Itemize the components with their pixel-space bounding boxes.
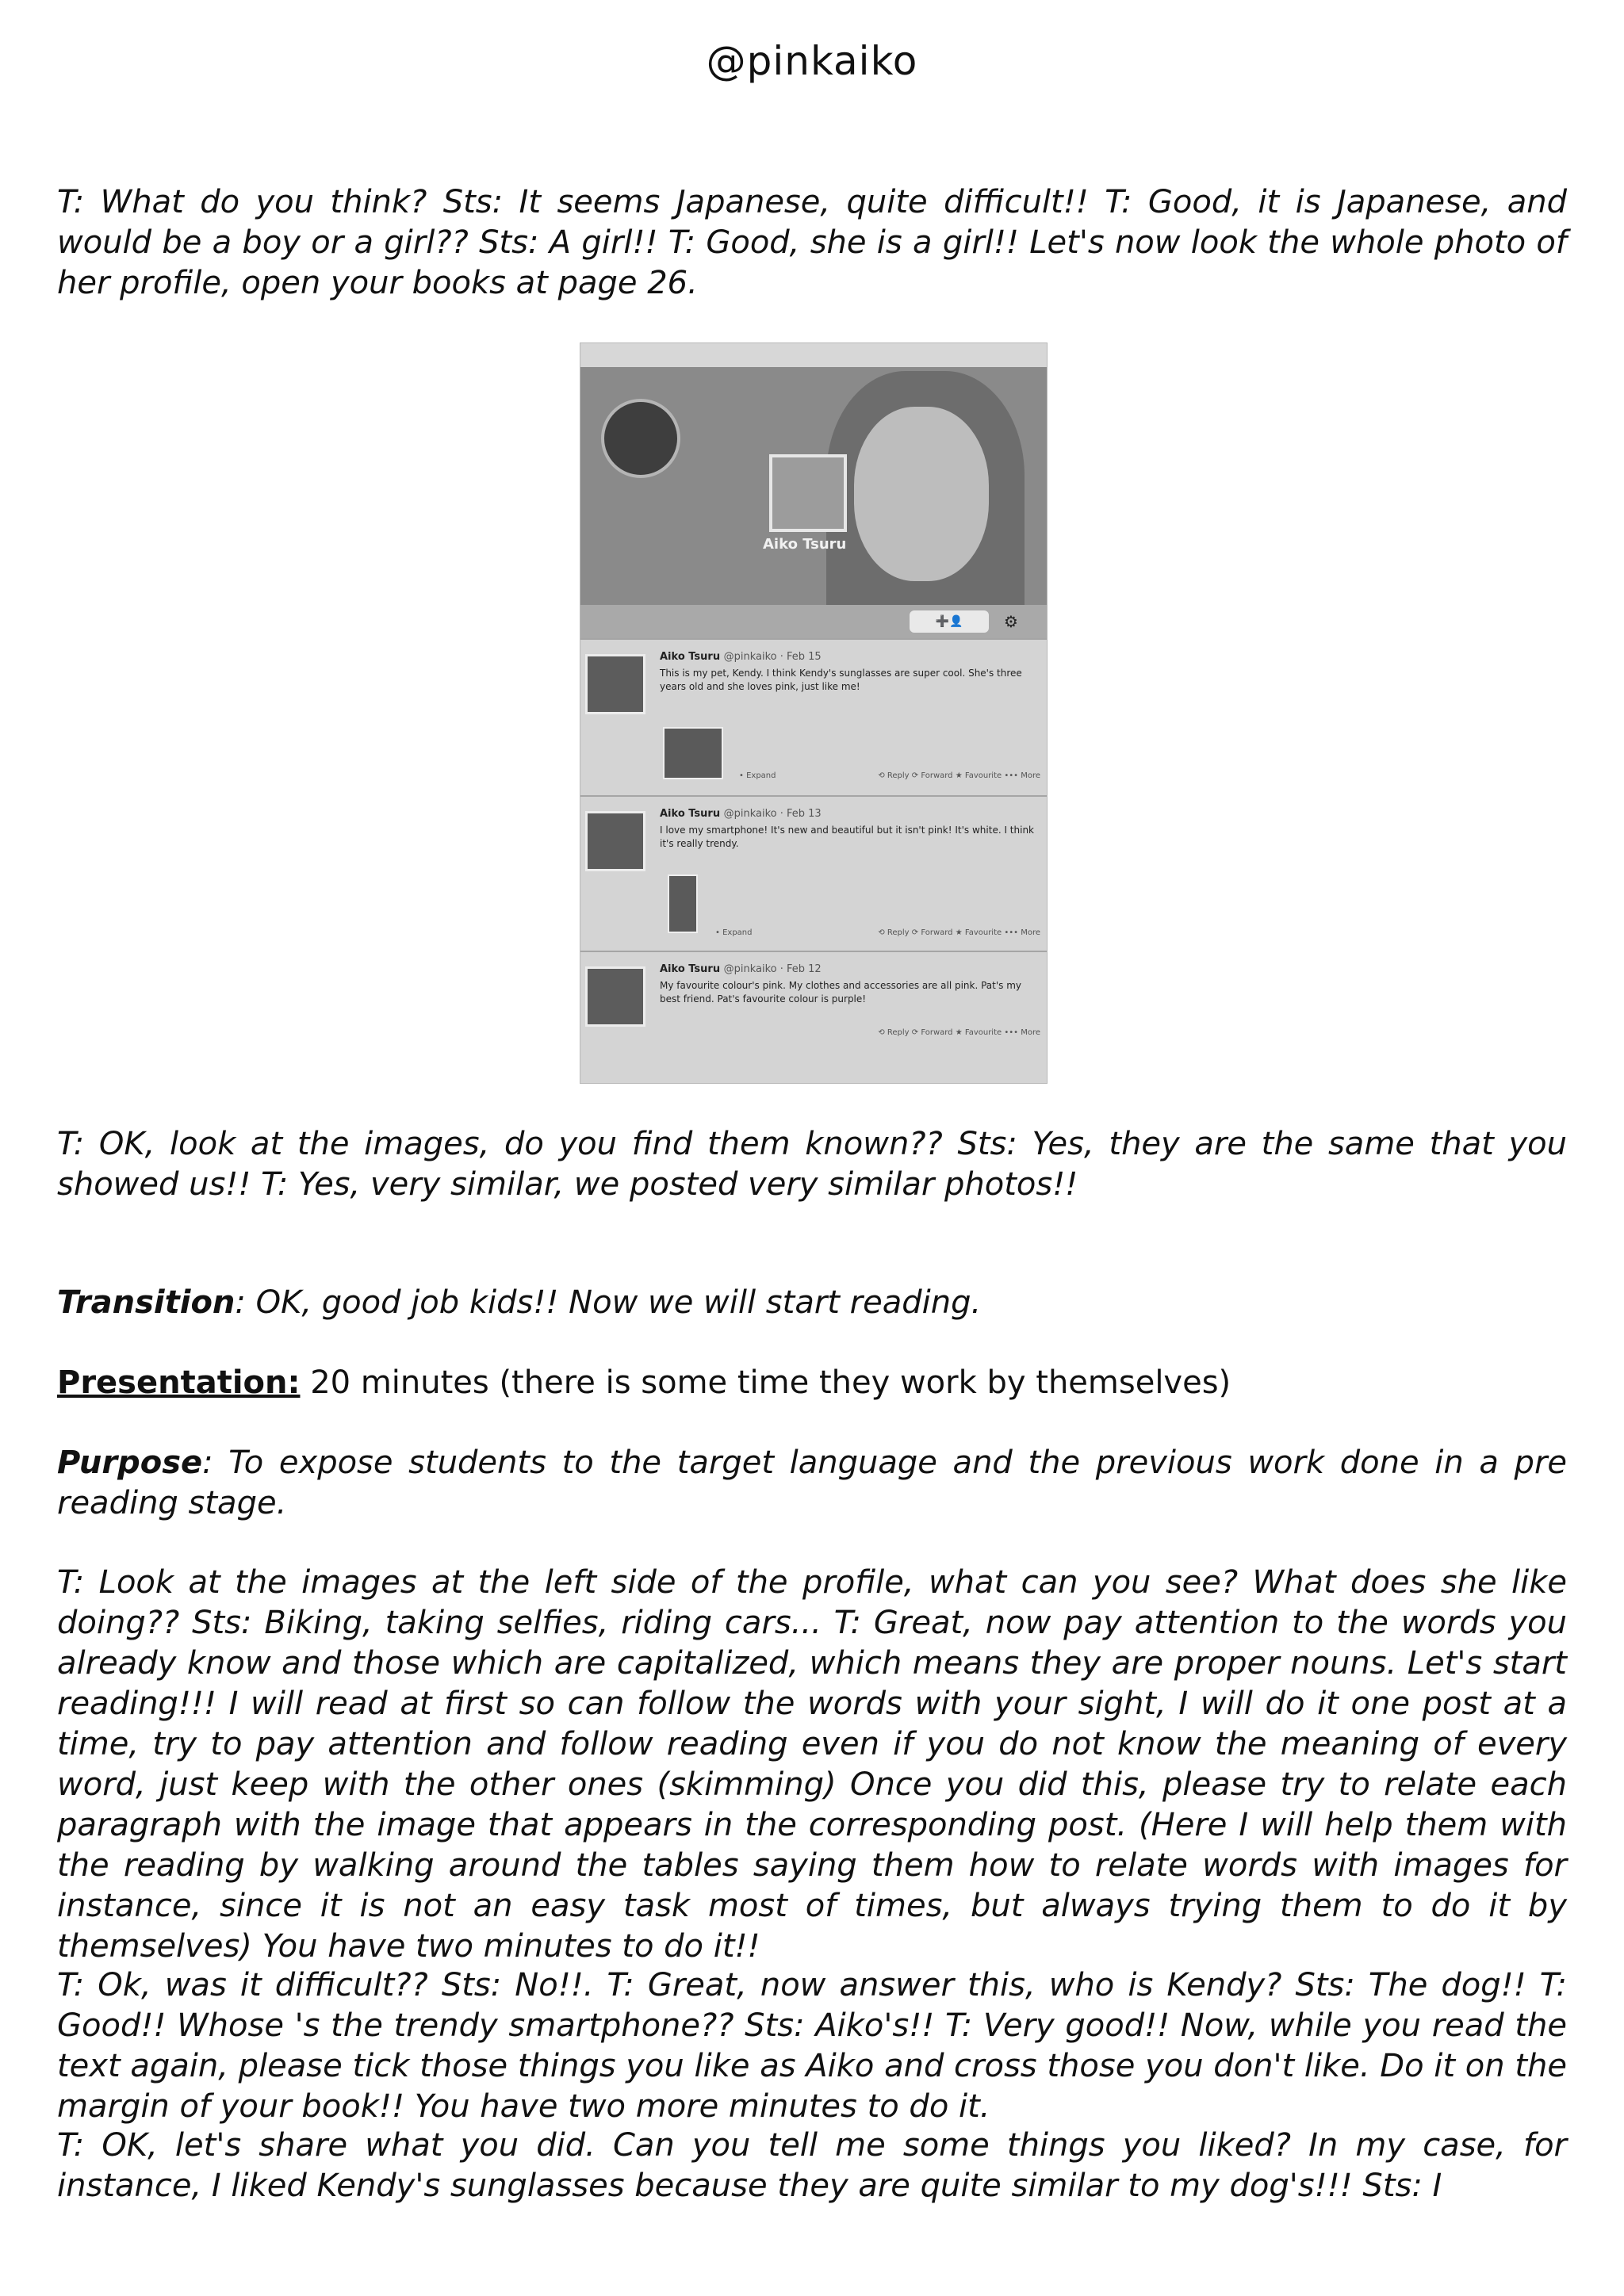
- post-expand: • Expand: [715, 928, 753, 937]
- post-image-smartphone: [668, 874, 698, 933]
- post-header: [660, 963, 822, 975]
- banner-circle-image: [601, 399, 680, 478]
- follow-button: ➕👤: [910, 610, 989, 633]
- transition-label: Transition: [57, 1284, 236, 1321]
- transition-text: : OK, good job kids!! Now we will start reading.: [235, 1284, 982, 1321]
- dialogue-paragraph-images: T: OK, look at the images, do you find them known?? Sts: Yes, they are the same that you showed us!! T: Yes, very similar, we posted very similar photos!!: [57, 1126, 1567, 1203]
- transition-line: [57, 1283, 1567, 1323]
- profile-post: [580, 951, 1047, 1083]
- post-text: I love my smartphone! It's new and beautiful but it isn't pink! It's white. I think it's really trendy.: [660, 825, 1035, 849]
- post-actions: ⟲ Reply ⟳ Forward ★ Favourite ••• More: [878, 928, 1040, 937]
- presentation-label: Presentation:: [57, 1364, 301, 1401]
- post-meta: @pinkaiko · Feb 12: [723, 963, 822, 975]
- post-avatar: [585, 811, 645, 871]
- post-header: [660, 651, 822, 663]
- profile-post: [580, 638, 1047, 797]
- textbook-profile-photo: [580, 343, 1047, 1083]
- gear-icon: ⚙: [1004, 612, 1018, 631]
- post-author: Aiko Tsuru: [660, 963, 721, 975]
- post-meta: @pinkaiko · Feb 13: [723, 808, 822, 820]
- post-text: My favourite colour's pink. My clothes and accessories are all pink. Pat's my best friend. Pat's favourite colour is purple!: [660, 980, 1022, 1004]
- reading-instructions-paragraph: T: Look at the images at the left side of the profile, what can you see? What does she like doing?? Sts: Biking, taking selfies, riding cars... T: Great, now pay attention to the words you already know and those which are capitalized, which means they are proper nouns. Let's start reading!!! I will read at first so can follow the words with your sight, I will do it one post at a time, try to pay attention and follow reading even if you do not know the meaning of every word, just keep with the other ones (skimming) Once you did this, please try to relate each paragraph with the image that appears in the corresponding post. (Here I will help them with the reading by walking around the tables saying them how to relate words with images for instance, since it is not an easy task most of times, but always trying them to do it by themselves) You have two minutes to do it!!: [57, 1564, 1567, 1965]
- post-image-dog: [663, 727, 723, 779]
- post-avatar: [585, 966, 645, 1027]
- presentation-line: [57, 1363, 1567, 1403]
- profile-name: Aiko Tsuru: [763, 536, 847, 553]
- profile-cover-face: [854, 407, 989, 581]
- banner-top-strip: [580, 343, 1047, 367]
- purpose-label: Purpose: [57, 1445, 203, 1481]
- presentation-text: 20 minutes (there is some time they work by themselves): [300, 1364, 1231, 1401]
- profile-avatar: [769, 454, 847, 532]
- post-author: Aiko Tsuru: [660, 651, 721, 663]
- sharing-paragraph: T: OK, let's share what you did. Can you tell me some things you liked? In my case, for instance, I liked Kendy's sunglasses because they are quite similar to my dog's!!! Sts: I: [57, 2127, 1567, 2204]
- profile-post: [580, 795, 1047, 952]
- post-author: Aiko Tsuru: [660, 808, 721, 820]
- post-text: This is my pet, Kendy. I think Kendy's sunglasses are super cool. She's three years old and she loves pink, just like me!: [660, 668, 1022, 692]
- post-meta: @pinkaiko · Feb 15: [723, 651, 822, 663]
- post-actions: ⟲ Reply ⟳ Forward ★ Favourite ••• More: [878, 1028, 1040, 1037]
- post-expand: • Expand: [739, 771, 776, 780]
- post-actions: ⟲ Reply ⟳ Forward ★ Favourite ••• More: [878, 771, 1040, 780]
- post-avatar: [585, 654, 645, 714]
- purpose-line: [57, 1443, 1567, 1524]
- dialogue-paragraph-intro: T: What do you think? Sts: It seems Japanese, quite difficult!! T: Good, it is Japanese, and would be a boy or a girl?? Sts: A girl!! T: Good, she is a girl!! Let's now look the whole photo of her profile, open your books at page 26.: [57, 184, 1567, 301]
- page-header: @pinkaiko: [706, 38, 918, 84]
- purpose-text: : To expose students to the target language and the previous work done in a pre reading stage.: [57, 1445, 1567, 1521]
- post-header: [660, 808, 822, 820]
- comprehension-paragraph: T: Ok, was it difficult?? Sts: No!!. T: Great, now answer this, who is Kendy? Sts: The dog!! T: Good!! Whose 's the trendy smartphone?? Sts: Aiko's!! T: Very good!! Now, while you read the text again, please tick those things you like as Aiko and cross those you don't like. Do it on the margin of your book!! You have two more minutes to do it.: [57, 1967, 1567, 2125]
